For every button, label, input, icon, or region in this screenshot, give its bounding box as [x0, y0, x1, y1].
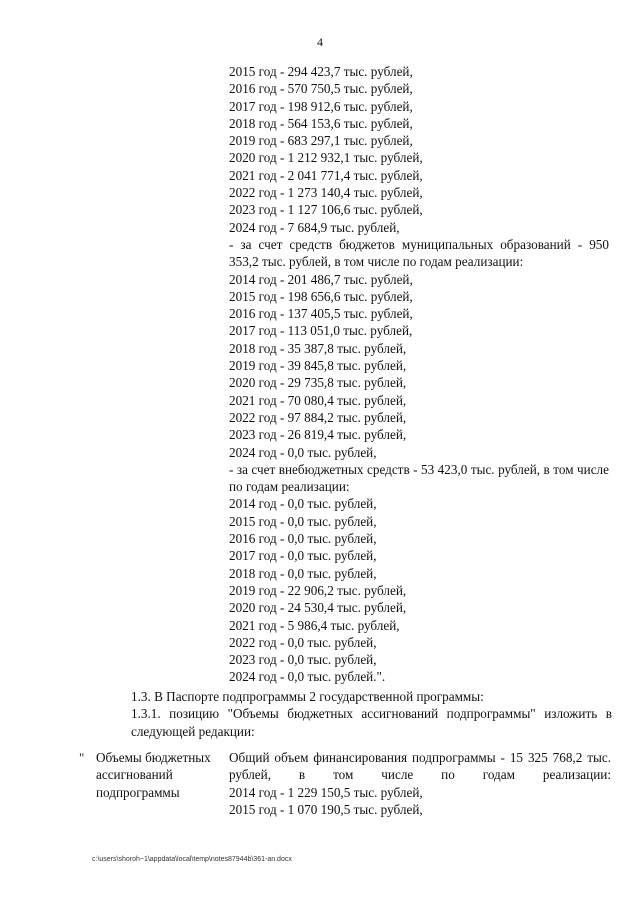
- year-line: 2019 год - 39 845,8 тыс. рублей,: [229, 358, 407, 374]
- section-1-3-1-text: 1.3.1. позицию "Объемы бюджетных ассигнований подпрограммы" изложить в следующей редакции:: [131, 706, 612, 739]
- year-line: 2015 год - 1 070 190,5 тыс. рублей,: [229, 801, 423, 817]
- year-line: 2018 год - 564 153,6 тыс. рублей,: [229, 115, 413, 131]
- year-line: 2021 год - 5 986,4 тыс. рублей,: [229, 617, 400, 633]
- section-1-3-heading: 1.3. В Паспорте подпрограммы 2 государственной программы:: [131, 689, 484, 704]
- year-line: 2019 год - 683 297,1 тыс. рублей,: [229, 133, 413, 149]
- page-number: 4: [317, 35, 323, 49]
- year-line: 2020 год - 1 212 932,1 тыс. рублей,: [229, 150, 423, 166]
- year-line: 2014 год - 201 486,7 тыс. рублей,: [229, 271, 413, 287]
- year-line: 2021 год - 2 041 771,4 тыс. рублей,: [229, 167, 423, 183]
- table-left-label: Объемы бюджетных ассигнований подпрограммы: [96, 750, 211, 800]
- year-line: 2023 год - 1 127 106,6 тыс. рублей,: [229, 202, 423, 218]
- year-line: 2016 год - 570 750,5 тыс. рублей,: [229, 81, 413, 97]
- section-paragraphs: [107, 688, 612, 740]
- year-line: 2015 год - 0,0 тыс. рублей,: [229, 513, 377, 529]
- year-line: 2022 год - 1 273 140,4 тыс. рублей,: [229, 185, 423, 201]
- year-line: 2016 год - 0,0 тыс. рублей,: [229, 531, 377, 547]
- year-line: 2020 год - 24 530,4 тыс. рублей,: [229, 600, 407, 616]
- year-line: 2017 год - 113 051,0 тыс. рублей,: [229, 323, 413, 339]
- year-line: 2024 год - 0,0 тыс. рублей,: [229, 444, 377, 460]
- year-line: 2024 год - 0,0 тыс. рублей.".: [229, 669, 386, 685]
- year-line: 2019 год - 22 906,2 тыс. рублей,: [229, 582, 407, 598]
- year-line: 2017 год - 0,0 тыс. рублей,: [229, 548, 377, 564]
- year-line: 2016 год - 137 405,5 тыс. рублей,: [229, 306, 413, 322]
- table-right-cell: [229, 749, 611, 818]
- year-line: 2014 год - 0,0 тыс. рублей,: [229, 496, 377, 512]
- municipal-funding-intro: - за счет средств бюджетов муниципальных образований - 950 353,2 тыс. рублей, в том числе по годам реализации:: [229, 236, 609, 270]
- year-line: 2020 год - 29 735,8 тыс. рублей,: [229, 375, 407, 391]
- opening-quote: ": [79, 750, 85, 765]
- year-line: 2021 год - 70 080,4 тыс. рублей,: [229, 392, 407, 408]
- total-funding-text: Общий объем финансирования подпрограммы - 15 325 768,2 тыс. рублей, в том числе по годам реализации:: [229, 750, 611, 783]
- year-line: 2022 год - 0,0 тыс. рублей,: [229, 634, 377, 650]
- year-line: 2024 год - 7 684,9 тыс. рублей,: [229, 219, 400, 235]
- year-line: 2015 год - 294 423,7 тыс. рублей,: [229, 64, 413, 79]
- funding-column: [229, 63, 609, 686]
- year-line: 2018 год - 0,0 тыс. рублей,: [229, 565, 377, 581]
- year-line: 2023 год - 26 819,4 тыс. рублей,: [229, 427, 407, 443]
- extrabudget-funding-intro: - за счет внебюджетных средств - 53 423,0 тыс. рублей, в том числе по годам реализации:: [229, 461, 609, 495]
- year-line: 2015 год - 198 656,6 тыс. рублей,: [229, 288, 413, 304]
- year-line: 2022 год - 97 884,2 тыс. рублей,: [229, 409, 407, 425]
- file-path-footer: c:\users\shoroh~1\appdata\local\temp\notes87944b\361-an.docx: [92, 856, 292, 863]
- year-line: 2023 год - 0,0 тыс. рублей,: [229, 652, 377, 668]
- year-line: 2017 год - 198 912,6 тыс. рублей,: [229, 98, 413, 114]
- year-line: 2014 год - 1 229 150,5 тыс. рублей,: [229, 784, 423, 800]
- year-line: 2018 год - 35 387,8 тыс. рублей,: [229, 340, 407, 356]
